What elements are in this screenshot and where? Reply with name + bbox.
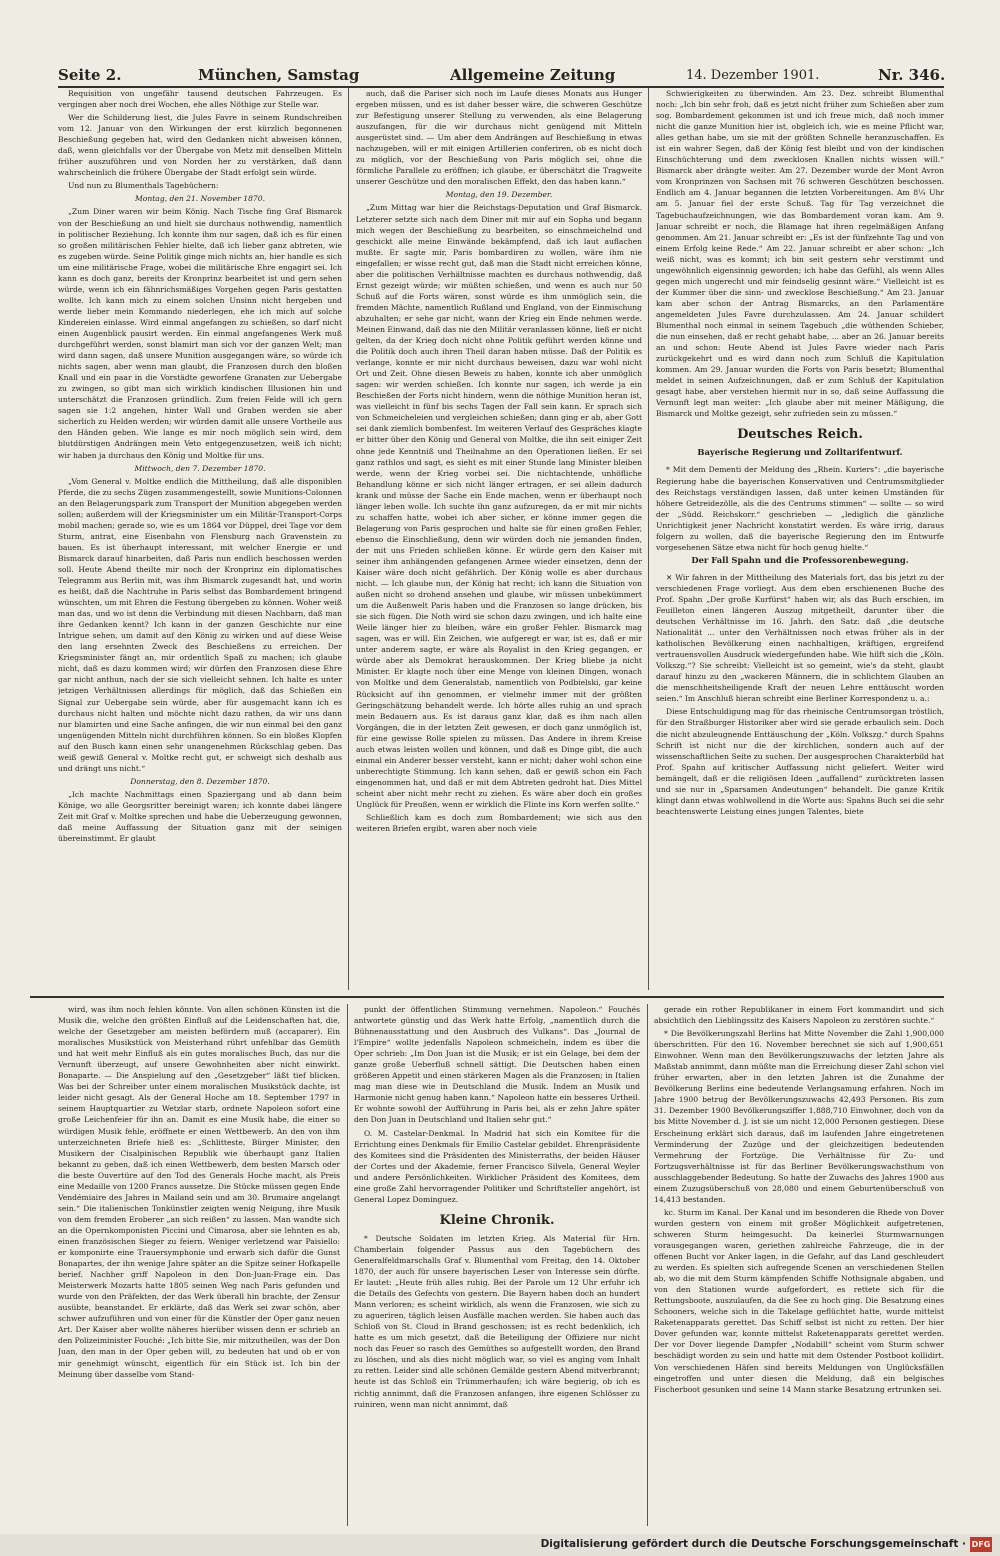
paragraph: „Vom General v. Moltke endlich die Mittheilung, daß alle disponiblen Pferde, die zu sechs Zügen zusammengestellt, sowie Munitions-Colonnen an den Belagerungspark zum Transport der Munition abgegeben werden sollen; außerdem will der Kriegsminister um ein Militär-Transport-Corps mobil machen; gerade so, wie es um 1864 vor Düppel, drei Tage vor dem Sturm, antrat, eine Eisenbahn von Flensburg nach Gravenstein zu bauen. Es ist überhaupt interessant, mit welcher Energie er und Bismarck darauf hinarbeiten, daß Paris nun endlich beschossen werden soll. Heute Abend theilte mir noch der Kronprinz ein diplomatisches Telegramm aus Berlin mit, was ihm Bismarck zugesandt hat, und worin es heißt, daß die Nachtruhe in Paris selbst das Bombardement bringend wünschten, um mit Ehren die Festung übergeben zu können. Woher weiß man das, und wo ist denn die Verbindung mit diesen Nachbarn, daß man ihre Gedanken kennt? Ich kann in der ganzen Geschichte nur eine Intrigue sehen, um damit auf den König zu wirken und auf diese Weise den lang ersehnten Zweck des Beschießens zu erreichen. Der Kriegsminister fängt an, mir ordentlich Spaß zu machen; ich glaube nicht, daß es dazu kommen wird; wir dürfen den Franzosen diese Ehre gar nicht anthun, nach der sie sich vielleicht sehnen. Ich halte es unter jetzigen Verhältnissen allerdings für möglich, daß das Schießen ein Signal zur Uebergabe sein würde, aber für ausgemacht kann ich es durchaus nicht halten und möchte nicht dazu rathen, da wir uns dann nur blamirten und eine Sache anfingen, die wir nun einmal bei den ganz ungenügenden Mitteln nicht durchführen können. So ein bloßes Klopfen auf den Busch kann einen sehr unangenehmen Rückschlag geben. Das weiß gewiß General v. Moltke recht gut, er schweigt sich deshalb aus und drängt uns nicht.“ — [58, 476, 342, 773]
diary-dateline: Donnerstag, den 8. Dezember 1870. — [130, 776, 270, 786]
diary-dateline: Montag, den 19. Dezember. — [445, 190, 553, 200]
paragraph: auch, daß die Pariser sich noch im Laufe dieses Monats aus Hunger ergeben müssen, und es ist daher besser wäre, die schweren Geschütze zur Befestigung unserer Stellung zu verwenden, als eine Belagerung auszufangen, für die wir durchaus nicht genügend mit Mitteln ausgerüstet sind. — Um aber dem Andrängen auf Beschießung in etwas nachzugeben, will er mit einigen Artillerien conferiren, ob es nicht doch zu möglich, vor der Beschießung von Paris möglich sei, ohne die förmliche Parallele zu eröffnen; ich glaube, er überschätzt die Tragweite unserer Geschütze und den moralischen Effekt, den das haben kann.“ — [356, 89, 642, 187]
upper-column-3 — [656, 88, 944, 990]
paragraph: Wer die Schilderung liest, die Jules Favre in seinem Rundschreiben vom 12. Januar von den Wirkungen der erst kürzlich begonnenen Beschießung gegeben hat, wird den Gedanken nicht abweisen können, daß, wenn gleichfalls vor der Übergabe von Metz mit denselben Mitteln früher auszuführen und von Norden her zu verstärken, daß dann wahrscheinlich die frühere Übergabe der Stadt erfolgt sein würde. — [58, 113, 342, 178]
diary-dateline: Mittwoch, den 7. Dezember 1870. — [134, 463, 266, 473]
paragraph: Schwierigkeiten zu überwinden. Am 23. Dez. schreibt Blumenthal noch: „Ich bin sehr froh, daß es jetzt nicht früher zum Schießen aber zum sog. Bombardement gekommen ist und ich freue mich, daß noch immer nicht die ganze Munition hier ist, obgleich ich, wie es meine Pflicht war, alles gethan habe, um sie mit der größten Schnelle heranzuschaffen. Es ist ein wahrer Segen, daß der König fest bleibt und von der kindischen Einschüchterung und dem zwecklosen Knallen nichts wissen will.“ Bismarck aber drängte weiter. Am 27. Dezember wurde der Mont Avron vom Kronprinzen von Sachsen mit 76 schweren Geschützen beschossen. Endlich am 4. Januar begannen die letzten Vorbereitungen. Am 8¼ Uhr am 5. Januar fiel der erste Schuß. Tag für Tag verzeichnet die Tagebuchaufzeichnungen, wie das Bombardement voran kam. Am 9. Januar schreibt er noch, die Blamage hat ihren regelmäßigen Anfang genommen. Am 21. Januar schreibt er: „Es ist der fünfzehnte Tag und von einem Erfolg keine Rede.“ Am 22. Januar schreibt er aber schon: „Ich weiß nicht, was es kommt; ich bin seit gestern sehr verstimmt und ungewöhnlich eigensinnig geworden; ich habe das Gefühl, als wenn Alles gegen mich ungerecht und mir feindselig gesinnt wäre.“ Vielleicht ist es der Kummer über die sinn- und zwecklose Beschießung.“ Am 23. Januar kam aber schon der Antrag Bismarcks, an den Parlamentäre angemeldeten Jules Favre durchzulassen. Am 24. Januar schildert Blumenthal noch einmal in seinem Tagebuch „die wüthenden Schieber, die nun einsehen, daß er recht gehabt habe, ... aber an 26. Januar bereits an und schon: Heute Abend ist Jules Favre wieder nach Paris zurückgekehrt und es wird dann noch zum Schluß die Kapitulation kommen. Am 29. Januar wurden die Forts von Paris besetzt; Blumenthal meldet in seinen Aufzeichnungen, daß er zum Schluß der Kapitulation gesagt habe, aber verstehen hiermit nur in so, daß seine Auffassung die Vernunft legt man weiter: „Ich glaube aber mit meiner Mäßigung, die Bismarck und Moltke gezeigt, sehr zufrieden sein zu müssen.“ — [656, 89, 944, 419]
column-rule — [647, 1004, 648, 1526]
lower-column-3 — [654, 1004, 944, 1526]
paragraph: kc. Sturm im Kanal. Der Kanal und im besonderen die Rhede von Dover wurden gestern von einem mit großer Möglichkeit aufgetretenen, schweren Sturm heimgesucht. Da keinerlei Sturmwarnungen vorausgegangen waren, geriethen zahlreiche Fahrzeuge, die in der offenen Bucht vor Anker lagen, in die Gefahr, auf das Land geschleudert zu werden. Es spielten sich aufregende Scenen an verschiedenen Stellen ab, wo die mit dem Sturm kämpfenden Schiffe Nothsignale abgaben, und von den Stationen wurde aufgefordert, es rettete sich für die Rettungsboote, auszulaufen, da die See zu hoch ging. Die Besatzung eines Schooners, welche sich in die Takelage geflüchtet hatte, wurde mittelst Raketenapparats gerettet. Das Schiff selbst ist nicht zu retten. Der hier Dover gefunden war, konnte mittelst Raketenapparats gerettet werden. Der vor Dover liegende Dampfer „Nodabill“ scheint vom Sturm schwer beschädigt worden zu sein und hatte mit dem Ostender Postboot kollidirt. Von verschiedenen Häfen sind bereits Meldungen von Unglücksfällen eingetroffen und unter diesen die Meldung, daß ein belgisches Fischerboot gesunken und seine 14 Mann starke Besatzung ertrunken sei. — [654, 1207, 944, 1394]
paragraph: O. M. Castelar-Denkmal. In Madrid hat sich ein Komitee für die Errichtung eines Denkmals für Emilio Castelar gebildet. Ehrenpräsidente des Komitees sind die Präsidenten des Ministerraths, der beiden Häuser der Cortes und der Akademie, ferner Francisco Silvela, General Weyler und andere Persönlichkeiten. Wirklicher Präsident des Komitees, dem eine große Zahl hervorragender Politiker und Schriftsteller angehört, ist General Lopez Dominguez. — [354, 1128, 640, 1204]
page-header — [58, 62, 944, 88]
paragraph: * Die Bevölkerungszahl Berlins hat Mitte November die Zahl 1,900,000 überschritten. Für den 16. November berechnet sie sich auf 1,900,651 Einwohner. Wenn man den Bevölkerungszuwachs der letzten Jahre als Maßstab annimmt, dann müßte man die Erreichung dieser Zahl schon viel früher erwarten, aber in den letzten Jahren ist die Zunahme der Bevölkerung Berlins eine bedeutende Verlangsamung erfahren. Noch im Jahre 1900 betrug der Bevölkerungszuwachs 42,493 Personen. Bis zum 31. Dezember 1900 Bevölkerungsziffer 1,888,710 Einwohner, doch von da bis Mitte November d. J. ist sie um nicht 12,000 Personen gestiegen. Diese Erscheinung erklärt sich daraus, daß im laufenden Jahre eingetretenen Verminderung der Zuzüge und der gleichzeitigen bedeutenden Vermehrung der Fortzüge. Die Verhältnisse für Zu- und Fortzugsverhältnisse ist für das Berliner Bevölkerungswachsthum von ausschlaggebender Bedeutung. So hatte der Zuwachs des Jahres 1900 aus einem Zuzugsüberschuß von 28,080 und einem Geburtenüberschuß von 14,413 bestanden. — [654, 1029, 944, 1204]
paragraph: „Zum Diner waren wir beim König. Nach Tische fing Graf Bismarck von der Beschießung an und hielt sie durchaus nothwendig, namentlich in politischer Beziehung. Ich konnte ihm nur sagen, daß ich es für einen so großen militärischen Fehler hielte, daß ich lieber ganz abtreten, wie es zugeben würde. Seine Politik ginge mich nichts an, hier handle es sich um eine militärische Frage, wobei die militärische Ehre engagirt sei. Ich kann es doch ganz, bereits der Kronprinz bearbeitet ist und gern sehen würde, wenn ich ein fähnrichsmäßiges Vorgehen gegen Paris gestatten wollte. Ich kann mich zu einem solchen Unsinn nicht hergeben und werde lieber mein Kommando niederlegen, ehe ich mich auf solche Kindereien einlasse. Wird einmal angefangen zu schießen, so darf nicht einen Augenblick pausirt werden. Ein einmal angefangenes Werk muß durchgeführt werden, sonst blamirt man sich vor der ganzen Welt; man wird dann sagen, daß unsere Munition ausgegangen wäre, so würde ich nichts sagen, aber wenn man glaubt, die Franzosen durch den bloßen Knall und ein paar in die Vorstädte geworfene Granaten zur Uebergabe zu zwingen, so gibt man sich wirklich kindischen Illusionen hin und unterschätzt die Franzosen gründlich. Zum freien Felde will ich gern sagen sie 1:2 angehen, hinter Wall und Graben werden sie aber sicherlich zu Helden werden; wir würden damit alle unsere Vortheile aus den Händen geben. Wie lange es mir noch möglich sein wird, dem blutdürstigen Andrängen mein Veto entgegenzusetzen, weiß ich nicht; wir haben ja durchaus den König und Moltke für uns. — [58, 207, 342, 460]
paragraph: * Mit dem Dementi der Meldung des „Rhein. Kuriers“: „die bayerische Regierung habe die bayerischen Konservativen und Centrumsmitglieder des Reichstags verständigen lassen, daß unter keinen Umständen für höhere Getreidezölle, als die des Centrums stimmen“ — sollte — so wird der „Südd. Reichskorr.“ geschrieben — „lediglich die gänzliche Unrichtigkeit jener Nachricht konstatirt werden. Es wäre irrig, daraus folgern zu wollen, daß die bayerische Regierung den im Entwurfe vorgesehenen Sätze etwa nicht für hoch genug hielte.“ — [656, 465, 944, 552]
paragraph: „Ich machte Nachmittags einen Spaziergang und ab dann beim Könige, wo alle Georgsritter bereinigt waren; ich konnte dabei längere Zeit mit Graf v. Moltke sprechen und habe die Ueberzeugung gewonnen, daß meine Auffassung der Situation ganz mit der seinigen übereinstimmt. Er glaubt — [58, 789, 342, 844]
issue-date: 14. Dezember 1901. — [686, 68, 820, 83]
paragraph: gerade ein rother Republikaner in einem Fort kommandirt und sich absichtlich den Lieblingssitz des Kaisers Napoleon zu zerstören suchte.“ — [654, 1005, 944, 1026]
issue-number: Nr. 346. — [878, 66, 946, 84]
column-rule — [348, 88, 349, 990]
article-subheading: Bayerische Regierung und Zolltarifentwurf. — [697, 447, 903, 458]
paragraph: ✕ Wir fahren in der Mittheilung des Materials fort, das bis jetzt zu der verschiedenen Frage vorliegt. Aus dem eben erschienenen Buche des Prof. Spahn „Der große Kurfürst“ haben wir, als das Buch erschien, im Feuilleton einen längeren Auszug mitgetheilt, darunter über die deutschen Verhältnisse im 16. Jahrh. den Satz: daß „die deutsche Nationalität ... unter den Verhältnissen noch etwas früher als in der katholischen Bevölkerung einen nachhaltigen, kräftigen, ergreifend vertrauensvollen Ausdruck wiedergefunden habe. Wie hilft sich die „Köln. Volkszg.“? Sie schreibt: Vielleicht ist so gemeint, wie's da steht, glaubt darauf hinzu zu den „wackeren Männern, die in schlichtem Glauben an die menschheitsheiligende Kraft der neuen Lehre enttäuscht worden seien.“ Im Anschluß hieran schreibt eine Berliner Korrespondenz u. a.: — [656, 572, 944, 704]
dfg-logo: DFG — [970, 1537, 992, 1552]
paragraph: * Deutsche Soldaten im letzten Krieg. Als Material für Hrn. Chamberlain folgender Passus aus den Tagebüchern des Generalfeldmarschalls Graf v. Blumenthal vom Freitag, den 14. Oktober 1870, der auch für unsere bayerischen Leser von Interesse sein dürfte. Er lautet: „Heute früh alles ruhig. Bei der Parole um 12 Uhr erfuhr ich die Details des Gefechts von gestern. Die Bayern haben doch an hundert Mann verloren; es scheint wirklich, als wenn die Franzosen, wie sich zu zu agueriren, täglich leisen Ausfälle machen werden. Sie haben auch das Schloß von St. Cloud in Brand geschossen; ist es recht bedenklich, ich hatte es um mich gesetzt, daß die Beteiligung der Offiziere nur nicht noch das Feuer so rasch des Gemüthes so aufgestellt worden, den Brand zu löschen, und als dies nicht möglich war, so viel es anging vom Inhalt zu retten. Leider sind alle schönen Gemälde gestern Abend mitverbrannt; heute ist das Schloß ein Trümmerhaufen; ich wäre begierig, ob ich es richtig annimmt, daß die Franzosen anfangen, ihre eigenen Schlösser zu ruiniren, wenn man nicht annimmt, daß — [354, 1233, 640, 1409]
column-rule — [347, 1004, 348, 1526]
upper-column-1 — [58, 88, 342, 990]
paragraph: Schließlich kam es doch zum Bombardement; wie sich aus den weiteren Briefen ergibt, waren aber noch viele — [356, 813, 642, 834]
paragraph: wird, was ihm noch fehlen könnte. Von allen schönen Künsten ist die Musik die, welche den größten Einfluß auf die Leidenschaften hat, die, welche der Gesetzgeber am meisten befördern muß (accaparer). Ein moralisches Musikstück von Meisterhand rührt unfehlbar das Gemüth und hat weit mehr Einfluß als ein gutes moralisches Buch, das nur die Vernunft überzeugt, auf unsere Gewohnheiten aber nicht einwirkt. Bonaparte. — Die Anspielung auf den „Gesetzgeber“ läßt tief blicken. Was bei der Schreiber unter einem moralischen Musikstück dachte, ist leider nicht gesagt. Als der General Hoche am 18. September 1797 in seinem Hauptquartier zu Wetzlar starb, ordnete Napoleon sofort eine große Leichenfeier für ihn an. Damit es eine Musik habe, die einer so würdigen Musik fehle, eröffnete er einen Wettbewerb. An den von ihm unterzeichneten Briefe hieß es: „Schlitteste, Bürger Minister, den Musikern der Cisalpinischen Republik wie überhaupt ganz Italien bekannt zu geben, daß ich einen Wettbewerb, dem besten Marsch oder die beste Ouvertüre auf den Tod des Generals Hoche macht, als Preis eine Medaille von 1200 Francs aussetze. Die Stücke müssen gegen Ende Vendémiaire des Jahres in Mailand sein und am 30. Brumaire angelangt sein.“ Die italienischen Tonkünstler zeigten wenig Neigung, ihre Musik von dem fremden Eroberer „an sich reißen“ zu lassen. Man wandte sich an die Opernkomponisten Piccini und Cimarosa, aber sie lehnten es ab, einen französischen Sieger zu feiern. Weniger verletzend war Paisiello: er komponirte eine Trauersymphonie und erwarb sich dafür die Gunst Bonapartes, der ihn wenige Jahre später an die Spitze seiner Hofkapelle berief. Nachher griff Napoleon in den Don-Juan-Frage ein. Das Meisterwerk Mozarts hatte 1805 seinen Weg nach Paris gefunden und wurde von den Präfekten, der das Werk überall hin brachte, der Zensur ausübte, beanstandet. Er erklärte, daß das Werk sei zwar schön, aber schwer aufzuführen und von einer für die Künstler der Oper ganz neuen Art. Der Kaiser aber wollte näheres hierüber wissen denn er schrieb an den Polizeiminister Fouché: „Ich bitte Sie, mir mitzutheilen, was der Don Juan, den man in der Oper geben will, zu bedeuten hat und ob er von mir genehmigt wünscht, eigentlich für ein Stück ist. Ich bin der Meinung über dasselbe vom Stand- — [58, 1005, 340, 1379]
paragraph: punkt der öffentlichen Stimmung vernehmen. Napoleon.“ Fouchés antwortete günstig und das Werk hatte Erfolg, „namentlich durch die Bühnenausstattung und den Ausbruch des Vulkans“. Das „Journal de l'Empire“ wollte jedenfalls Napoleon schmeicheln, indem es über die Oper schrieb: „Im Don Juan ist die Musik; er ist ein Gelage, bei dem der ganze große Ueberfluß schnell sättigt. Die Deutschen haben einen größeren Appetit und einen stärkeren Magen als die Franzosen; in Italien mag man diese wie in Deutschland die Musik. Indem an Musik und Harmonie nicht genug haben kann.“ Napoleon hatte ein besseres Urtheil. Er wohnte sowohl der Aufführung in Paris bei, als er zehn Jahre später den Don Juan in Deutschland und Italien sehr gut.“ — [354, 1005, 640, 1125]
section-heading: Kleine Chronik. — [439, 1212, 555, 1228]
paragraph: Requisition von ungefähr tausend deutschen Fahrzeugen. Es vergingen aber noch drei Wochen, ehe alles Nöthige zur Stelle war. — [58, 89, 342, 110]
lower-column-1 — [58, 1004, 340, 1526]
article-subheading: Der Fall Spahn und die Professorenbewegung. — [691, 554, 909, 565]
paragraph: „Zum Mittag war hier die Reichstags-Deputation und Graf Bismarck. Letzterer setzte sich nach dem Diner mit mir auf ein Sopha und begann mich wegen der Beschießung zu bearbeiten, so einschmeichelnd und geschickt alle meine Einwände bekämpfend, daß ich laut auflachen mußte. Er sagte mir, Paris bombardiren zu wollen, wäre ihm nie eingefallen; er wisse recht gut, daß man die Stadt nicht erreichen könne, aber die politischen Verhältnisse machten es durchaus nothwendig, daß Ernst gezeigt würde; wir müßten schießen, und wenn es auch nur 50 Schuß auf die Forts wären, sonst würde es ihm unmöglich sein, die fremden Mächte, namentlich Rußland und England, von der Einmischung abzuhalten; er sehe gar nicht, wann der Krieg ein Ende nehmen werde. Meinen Einwand, daß das nie den Militär veranlassen könne, ließ er nicht gelten, da der Krieg doch nicht ohne Politik geführt werden könne und die Politik doch auch ihren Theil daran haben müsse. Daß der Politik es verlange, konnte er mir nicht durchaus beweisen, dazu war wohl nicht Ort und Zeit. Ohne diesen Beweis zu haben, konnte ich aber unmöglich sagen: wir werden schießen. Ich konnte nur sagen, ich werde ja ein Beschießen der Forts nicht hindern, wenn die nöthige Munition heran ist, was vielleicht in fünf bis sechs Tagen der Fall sein kann. Er sprach sich von Schmeicheleien und vergleichen schießen; dann ging er ab, aber Gott sei dank ziemlich bombenfest. Im weiteren Verlauf des Gespräches klagte er bitter über den König und General von Moltke, die ihn seit einiger Zeit ohne jede Kenntniß und Theilnahme an den Operationen ließen. Er sei ganz rathlos und sagt, es sieht es mit einer Stunde lang Minister bleiben werde, wenn der Krieg vorbei sei. Die nichtachtende, unhöfliche Behandlung könne er sich nicht länger ertragen, er sei allein dadurch krank und müsse der Sache ein Ende machen, wenn er überhaupt noch länger leben wolle. Ich suchte ihn ganz aufzuregen, da er mit mir nichts zu schaffen hatte, wobei ich aber sicher, er könne immer gegen die Belagerung von Paris gesprochen und halte sie für einen großen Fehler, ebenso die Einschließung, denn wir würden doch nie jemanden finden, der mit uns Frieden schließen könne. Er würde gern den Kaiser mit seiner ihm anhängenden gefangenen Armee wieder einsetzen, denn der Kaiser wäre doch nicht gefährlich. Der König wolle es aber durchaus nicht. — Ich glaube nun, der König hat recht; ich kann die Situation von außen nicht so drohend ansehen und glaube, wir müssen unbekümmert um die Außenwelt Paris haben und die Franzosen so lange drücken, bis sie sich fügen. Die Noth wird sie schon dazu zwingen, und ich halte eine Weile länger hier zu bleiben, wäre ein großer Fehler. Bismarck mag sagen, was er will. Ein Zeichen, wie aufgeregt er war, ist es, daß er mir unter anderem sagte, er wäre als Royalist in den Krieg gegangen, er würde aber als Demokrat herauskommen. Der Krieg bliebe ja nicht Minister. Er klagte noch über eine Menge von kleinen Dingen, wonach von Moltke und dem Generalstab, namentlich von Podbielski, gar keine Rücksicht auf ihn genommen, er vielmehr immer mit der größten Geringschätzung behandelt werde. Ich hörte alles ruhig an und sprach mein Bedauern aus. Es ist daraus ganz klar, daß es ihm nach allen Vorgängen, die in der letzten Zeit gewesen, er doch ganz unmöglich ist, für eine gewisse Rolle spielen zu müssen. Das Andere in ihrem Kreise auch etwas leisten wollen und können, und daß es Dinge gibt, die auch einmal ein Anderer besser versteht, kann er nicht; daher wohl schon eine unberechtigte Stimmung. Ich kann sehen, daß er gewiß schon ein Fach eingenommen hat, und daß er mit dem Abtreten gedroht hat. Dies Mittel scheint aber nicht mehr recht zu ziehen. Es wäre aber doch ein großes Unglück für Preußen, wenn er wirklich die Flinte ins Korn werfen sollte.“ — [356, 203, 642, 809]
funding-notice: Digitalisierung gefördert durch die Deutsche Forschungsgemeinschaft · — [540, 1538, 966, 1550]
lower-column-2 — [354, 1004, 640, 1526]
upper-column-2 — [356, 88, 642, 990]
section-heading: Deutsches Reich. — [737, 427, 863, 443]
paragraph: Und nun zu Blumenthals Tagebüchern: — [68, 181, 219, 191]
place-and-day: München, Samstag — [198, 66, 360, 84]
diary-dateline: Montag, den 21. November 1870. — [135, 194, 265, 204]
column-rule — [648, 88, 649, 990]
digitization-footer — [0, 1534, 1000, 1556]
page-number: Seite 2. — [58, 66, 122, 84]
paragraph: Diese Entschuldigung mag für das rheinische Centrumsorgan tröstlich, für den Straßburger Historiker aber wird sie gerade erbaulich sein. Doch die nicht abzuleugnende Enttäuschung der „Köln. Volkszg.“ durch Spahns Schrift ist nicht nur die der kirchlichen, sondern auch auf der wissenschaftlichen Seite zu suchen. Der ausgesprochen Charakterbild hat Prof. Spahn auf kritischer Auffassung nicht geliefert. Weiter wird bemängelt, daß er die religiösen Ideen „auffallend“ zurücktreten lassen und sie nur in „Sparsamen Andeutungen“ behandelt. Die ganze Kritik klingt dann etwas wohlwollend in die Worte aus: Spahns Buch sei die sehr beachtenswerte Leistung eines jungen Talentes, biete — [656, 707, 944, 816]
section-divider — [30, 996, 944, 998]
masthead: Allgemeine Zeitung — [450, 66, 616, 84]
